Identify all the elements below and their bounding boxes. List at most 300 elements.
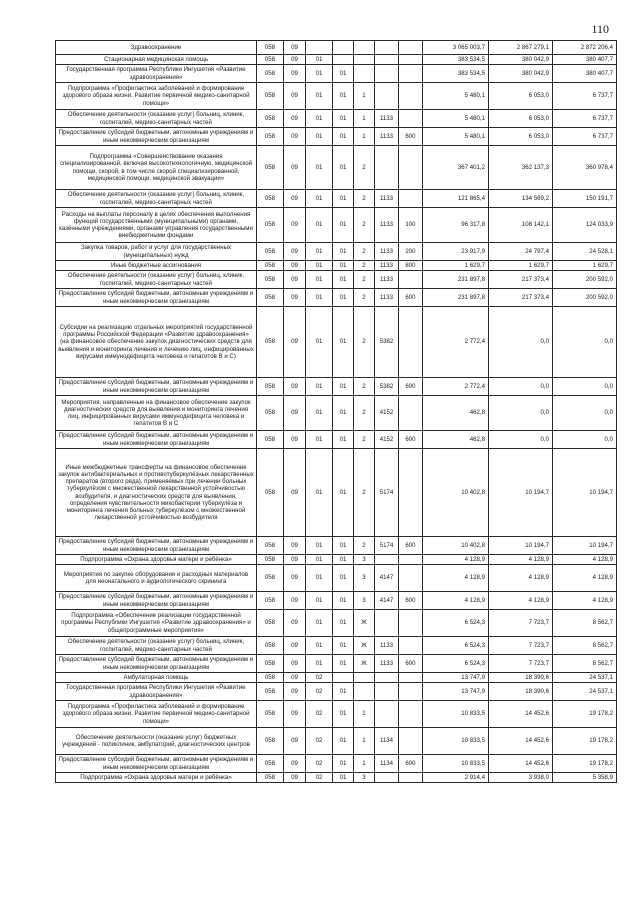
row-amount-1: 383 534,5 — [423, 55, 489, 65]
row-ministry-code: 058 — [257, 449, 284, 537]
row-subprogram-code: 2 — [354, 396, 375, 431]
row-subsection-code: 01 — [306, 271, 333, 289]
table-row — [56, 592, 617, 610]
row-item-code: 1134 — [375, 728, 399, 755]
row-amount-2: 108 142,1 — [489, 208, 553, 243]
row-item-code: 1133 — [375, 243, 399, 261]
table-row — [56, 208, 617, 243]
row-section-code: 09 — [284, 271, 306, 289]
row-subsection-code — [306, 41, 333, 55]
row-program-code: 01 — [333, 449, 354, 537]
row-amount-1: 13 747,9 — [423, 683, 489, 701]
row-name: Предоставление субсидий бюджетным, автономным учреждениям и иным некоммерческим организациям — [56, 655, 257, 673]
row-section-code: 09 — [284, 673, 306, 683]
row-subprogram-code — [354, 673, 375, 683]
row-name: Мероприятия по закупке оборудования и расходных материалов для неонатального и аудиологического скрининга — [56, 565, 257, 592]
row-subprogram-code — [354, 55, 375, 65]
row-subsection-code: 01 — [306, 431, 333, 449]
row-section-code: 09 — [284, 592, 306, 610]
row-name: Обеспечение деятельности (оказание услуг) больниц, клиник, госпиталей, медико-санитарных частей — [56, 637, 257, 655]
row-program-code: 01 — [333, 755, 354, 773]
row-name: Подпрограмма «Профилактика заболеваний и формирование здорового образа жизни. Развитие первичной медико-санитарной помощи» — [56, 701, 257, 728]
row-section-code: 09 — [284, 128, 306, 146]
row-amount-1: 96 317,8 — [423, 208, 489, 243]
row-subprogram-code: 1 — [354, 110, 375, 128]
row-expense-type-code: 600 — [399, 655, 423, 673]
budget-table-body — [56, 41, 617, 783]
row-program-code: 01 — [333, 65, 354, 83]
table-row — [56, 128, 617, 146]
table-row — [56, 655, 617, 673]
row-section-code: 09 — [284, 431, 306, 449]
row-section-code: 09 — [284, 555, 306, 565]
row-expense-type-code — [399, 773, 423, 783]
row-item-code — [375, 673, 399, 683]
row-amount-1: 10 402,8 — [423, 537, 489, 555]
row-section-code: 09 — [284, 701, 306, 728]
row-subprogram-code: 2 — [354, 208, 375, 243]
table-row — [56, 728, 617, 755]
row-amount-2: 3 938,0 — [489, 773, 553, 783]
row-item-code: 1133 — [375, 128, 399, 146]
row-subsection-code: 01 — [306, 289, 333, 307]
row-section-code: 09 — [284, 610, 306, 637]
row-amount-3: 0,0 — [553, 396, 617, 431]
row-ministry-code: 058 — [257, 610, 284, 637]
page-number: 110 — [591, 22, 609, 36]
row-amount-3: 19 178,2 — [553, 755, 617, 773]
row-section-code: 09 — [284, 565, 306, 592]
row-ministry-code: 058 — [257, 728, 284, 755]
row-amount-2: 134 569,2 — [489, 190, 553, 208]
row-name: Предоставление субсидий бюджетным, автономным учреждениям и иным некоммерческим организациям — [56, 592, 257, 610]
row-amount-2: 362 137,3 — [489, 146, 553, 190]
row-name: Подпрограмма «Обеспечение реализации государственной программы Республики Ингушетия «Развитие здравоохранения» и общепрограммные мероприятия» — [56, 610, 257, 637]
table-row — [56, 449, 617, 537]
row-amount-2: 2 867 279,1 — [489, 41, 553, 55]
table-row — [56, 271, 617, 289]
row-expense-type-code — [399, 307, 423, 378]
row-subprogram-code: 2 — [354, 261, 375, 271]
row-amount-2: 0,0 — [489, 307, 553, 378]
row-name: Амбулаторная помощь — [56, 673, 257, 683]
row-section-code: 09 — [284, 243, 306, 261]
row-amount-3: 200 592,0 — [553, 271, 617, 289]
row-subprogram-code — [354, 65, 375, 83]
row-expense-type-code — [399, 271, 423, 289]
row-subsection-code: 01 — [306, 55, 333, 65]
row-expense-type-code: 100 — [399, 208, 423, 243]
row-program-code: 01 — [333, 128, 354, 146]
row-ministry-code: 058 — [257, 637, 284, 655]
row-amount-1: 10 833,5 — [423, 728, 489, 755]
row-amount-3: 10 194,7 — [553, 537, 617, 555]
row-subsection-code: 01 — [306, 190, 333, 208]
table-row — [56, 555, 617, 565]
row-amount-3: 360 978,4 — [553, 146, 617, 190]
row-ministry-code: 058 — [257, 41, 284, 55]
table-row — [56, 307, 617, 378]
row-amount-1: 2 914,4 — [423, 773, 489, 783]
row-program-code — [333, 41, 354, 55]
row-subsection-code: 02 — [306, 673, 333, 683]
row-subprogram-code: 2 — [354, 271, 375, 289]
row-subprogram-code: 3 — [354, 773, 375, 783]
row-subsection-code: 01 — [306, 307, 333, 378]
table-row — [56, 773, 617, 783]
row-program-code: 01 — [333, 83, 354, 110]
row-name: Закупка товаров, работ и услуг для государственных (муниципальных) нужд — [56, 243, 257, 261]
row-amount-2: 7 723,7 — [489, 610, 553, 637]
row-subsection-code: 01 — [306, 537, 333, 555]
row-amount-3: 124 033,9 — [553, 208, 617, 243]
row-expense-type-code: 600 — [399, 537, 423, 555]
table-row — [56, 261, 617, 271]
row-program-code: 01 — [333, 261, 354, 271]
row-section-code: 09 — [284, 755, 306, 773]
row-subprogram-code: 2 — [354, 243, 375, 261]
row-name: Подпрограмма «Профилактика заболеваний и формирование здорового образа жизни. Развитие первичной медико-санитарной помощи» — [56, 83, 257, 110]
row-item-code: 5382 — [375, 378, 399, 396]
row-ministry-code: 058 — [257, 592, 284, 610]
row-subsection-code: 01 — [306, 65, 333, 83]
row-amount-1: 1 629,7 — [423, 261, 489, 271]
row-program-code: 01 — [333, 537, 354, 555]
row-amount-3: 5 358,9 — [553, 773, 617, 783]
row-amount-2: 6 053,0 — [489, 83, 553, 110]
row-amount-3: 24 528,1 — [553, 243, 617, 261]
row-amount-1: 5 480,1 — [423, 110, 489, 128]
row-ministry-code: 058 — [257, 683, 284, 701]
row-subsection-code: 01 — [306, 146, 333, 190]
row-subsection-code: 01 — [306, 655, 333, 673]
row-expense-type-code — [399, 728, 423, 755]
table-row — [56, 431, 617, 449]
row-item-code: 1133 — [375, 271, 399, 289]
row-section-code: 09 — [284, 41, 306, 55]
row-item-code — [375, 683, 399, 701]
row-amount-2: 14 452,6 — [489, 728, 553, 755]
row-amount-1: 6 524,3 — [423, 637, 489, 655]
row-name: Обеспечение деятельности (оказание услуг) больниц, клиник, госпиталей, медико-санитарных частей — [56, 271, 257, 289]
row-amount-1: 3 065 003,7 — [423, 41, 489, 55]
row-amount-2: 1 629,7 — [489, 261, 553, 271]
row-amount-3: 1 629,7 — [553, 261, 617, 271]
row-section-code: 09 — [284, 261, 306, 271]
row-item-code — [375, 55, 399, 65]
row-program-code: 01 — [333, 565, 354, 592]
row-item-code — [375, 83, 399, 110]
row-subsection-code: 01 — [306, 243, 333, 261]
row-expense-type-code — [399, 565, 423, 592]
row-ministry-code: 058 — [257, 537, 284, 555]
row-ministry-code: 058 — [257, 307, 284, 378]
row-ministry-code: 058 — [257, 128, 284, 146]
row-amount-3: 6 737,7 — [553, 110, 617, 128]
row-section-code: 09 — [284, 637, 306, 655]
row-amount-1: 2 772,4 — [423, 307, 489, 378]
row-subsection-code: 01 — [306, 83, 333, 110]
row-amount-3: 8 562,7 — [553, 610, 617, 637]
row-program-code: 01 — [333, 190, 354, 208]
row-subprogram-code — [354, 683, 375, 701]
row-section-code: 09 — [284, 537, 306, 555]
row-program-code — [333, 673, 354, 683]
row-item-code — [375, 773, 399, 783]
row-subprogram-code: 1 — [354, 83, 375, 110]
row-item-code — [375, 610, 399, 637]
row-amount-2: 14 452,6 — [489, 701, 553, 728]
table-row — [56, 673, 617, 683]
row-item-code: 1133 — [375, 655, 399, 673]
table-row — [56, 243, 617, 261]
row-amount-2: 7 723,7 — [489, 637, 553, 655]
row-program-code: 01 — [333, 243, 354, 261]
row-amount-1: 4 128,9 — [423, 555, 489, 565]
row-amount-1: 231 897,8 — [423, 289, 489, 307]
row-amount-1: 10 402,8 — [423, 449, 489, 537]
table-row — [56, 83, 617, 110]
row-amount-1: 462,8 — [423, 396, 489, 431]
row-section-code: 09 — [284, 55, 306, 65]
table-row — [56, 378, 617, 396]
row-ministry-code: 058 — [257, 673, 284, 683]
row-amount-3: 24 537,1 — [553, 683, 617, 701]
row-expense-type-code: 600 — [399, 592, 423, 610]
row-subprogram-code: 1 — [354, 128, 375, 146]
row-item-code: 1133 — [375, 208, 399, 243]
row-expense-type-code — [399, 41, 423, 55]
row-name: Обеспечение деятельности (оказание услуг) больниц, клиник, госпиталей, медико-санитарных частей — [56, 110, 257, 128]
row-amount-3: 4 128,9 — [553, 555, 617, 565]
row-name: Подпрограмма «Совершенствование оказания специализированной, включая высокотехнологичную, медицинской помощи, скорой, в том числе скорой специализированной, медицинской помощи, медицинской эвакуации» — [56, 146, 257, 190]
row-expense-type-code — [399, 555, 423, 565]
row-amount-2: 14 452,6 — [489, 755, 553, 773]
row-amount-1: 383 534,5 — [423, 65, 489, 83]
row-amount-2: 217 373,4 — [489, 271, 553, 289]
row-section-code: 09 — [284, 190, 306, 208]
row-amount-1: 6 524,3 — [423, 610, 489, 637]
row-amount-2: 18 390,6 — [489, 683, 553, 701]
row-section-code: 09 — [284, 307, 306, 378]
row-amount-3: 8 562,7 — [553, 637, 617, 655]
row-item-code: 1133 — [375, 190, 399, 208]
row-program-code: 01 — [333, 307, 354, 378]
row-amount-3: 4 128,9 — [553, 592, 617, 610]
row-item-code: 4152 — [375, 431, 399, 449]
row-subsection-code: 02 — [306, 683, 333, 701]
row-section-code: 09 — [284, 110, 306, 128]
row-name: Подпрограмма «Охрана здоровья матери и ребёнка» — [56, 773, 257, 783]
row-expense-type-code — [399, 110, 423, 128]
row-name: Обеспечение деятельности (оказание услуг) бюджетных учреждений - поликлиник, амбулаторий, диагностических центров — [56, 728, 257, 755]
row-ministry-code: 058 — [257, 396, 284, 431]
table-row — [56, 683, 617, 701]
row-ministry-code: 058 — [257, 55, 284, 65]
table-row — [56, 289, 617, 307]
row-amount-2: 18 390,6 — [489, 673, 553, 683]
row-item-code: 1134 — [375, 755, 399, 773]
row-item-code: 5174 — [375, 537, 399, 555]
row-subprogram-code: Ж — [354, 610, 375, 637]
row-subprogram-code: 3 — [354, 555, 375, 565]
row-program-code: 01 — [333, 592, 354, 610]
row-section-code: 09 — [284, 773, 306, 783]
row-item-code: 1133 — [375, 637, 399, 655]
row-item-code — [375, 146, 399, 190]
row-amount-3: 19 178,2 — [553, 701, 617, 728]
row-subprogram-code — [354, 41, 375, 55]
row-ministry-code: 058 — [257, 65, 284, 83]
row-item-code: 4147 — [375, 592, 399, 610]
row-subprogram-code: 2 — [354, 431, 375, 449]
row-program-code: 01 — [333, 655, 354, 673]
row-amount-2: 7 723,7 — [489, 655, 553, 673]
row-program-code: 01 — [333, 146, 354, 190]
row-section-code: 09 — [284, 683, 306, 701]
budget-table — [55, 40, 617, 783]
row-amount-2: 4 128,9 — [489, 565, 553, 592]
row-name: Предоставление субсидий бюджетным, автономным учреждениям и иным некоммерческим организациям — [56, 378, 257, 396]
row-section-code: 09 — [284, 449, 306, 537]
table-row — [56, 565, 617, 592]
row-subsection-code: 01 — [306, 396, 333, 431]
row-section-code: 09 — [284, 289, 306, 307]
row-expense-type-code — [399, 83, 423, 110]
row-program-code: 01 — [333, 555, 354, 565]
row-amount-2: 10 194,7 — [489, 449, 553, 537]
row-amount-3: 2 872 206,4 — [553, 41, 617, 55]
row-subprogram-code: 2 — [354, 449, 375, 537]
row-program-code — [333, 55, 354, 65]
row-ministry-code: 058 — [257, 701, 284, 728]
row-name: Обеспечение деятельности (оказание услуг) больниц, клиник, госпиталей, медико-санитарных частей — [56, 190, 257, 208]
row-program-code: 01 — [333, 431, 354, 449]
row-subsection-code: 01 — [306, 555, 333, 565]
row-expense-type-code — [399, 396, 423, 431]
table-row — [56, 701, 617, 728]
row-subsection-code: 01 — [306, 592, 333, 610]
table-row — [56, 41, 617, 55]
row-expense-type-code — [399, 673, 423, 683]
row-program-code: 01 — [333, 683, 354, 701]
row-program-code: 01 — [333, 208, 354, 243]
row-subprogram-code: 2 — [354, 307, 375, 378]
table-row — [56, 190, 617, 208]
row-name: Стационарная медицинская помощь — [56, 55, 257, 65]
row-expense-type-code — [399, 65, 423, 83]
row-subsection-code: 01 — [306, 261, 333, 271]
row-name: Предоставление субсидий бюджетным, автономным учреждениям и иным некоммерческим организациям — [56, 537, 257, 555]
table-row — [56, 610, 617, 637]
row-name: Иные межбюджетные трансферты на финансовое обеспечение закупок антибактериальных и противотуберкулёзных лекарственных препаратов (второго ряда), применяемых при лечении больных туберкулёзом с множественной лекарственной устойчивостью возбудителя, и диагностических средств для выявления, определения чувствительности микобактерии туберкулёза и мониторинга лечения больных туберкулёзом с множественной лекарственной устойчивостью возбудителя — [56, 449, 257, 537]
row-expense-type-code: 600 — [399, 431, 423, 449]
row-program-code: 01 — [333, 378, 354, 396]
row-name: Предоставление субсидий бюджетным, автономным учреждениям и иным некоммерческим организациям — [56, 431, 257, 449]
row-subprogram-code: 2 — [354, 190, 375, 208]
row-subprogram-code: 2 — [354, 537, 375, 555]
row-subprogram-code: Ж — [354, 655, 375, 673]
row-amount-2: 6 053,0 — [489, 128, 553, 146]
row-item-code — [375, 701, 399, 728]
table-row — [56, 55, 617, 65]
row-item-code — [375, 555, 399, 565]
table-row — [56, 146, 617, 190]
row-item-code: 1133 — [375, 110, 399, 128]
row-program-code: 01 — [333, 728, 354, 755]
row-name: Подпрограмма «Охрана здоровья матери и ребёнка» — [56, 555, 257, 565]
row-expense-type-code — [399, 683, 423, 701]
row-amount-2: 4 128,9 — [489, 555, 553, 565]
row-item-code — [375, 41, 399, 55]
row-expense-type-code — [399, 190, 423, 208]
row-amount-1: 367 401,2 — [423, 146, 489, 190]
row-amount-2: 24 797,4 — [489, 243, 553, 261]
row-subprogram-code: 2 — [354, 146, 375, 190]
row-section-code: 09 — [284, 655, 306, 673]
row-amount-2: 0,0 — [489, 396, 553, 431]
row-subprogram-code: Ж — [354, 637, 375, 655]
row-amount-1: 5 480,1 — [423, 128, 489, 146]
row-amount-1: 10 833,5 — [423, 701, 489, 728]
row-name: Мероприятия, направленные на финансовое обеспечение закупок диагностических средств для выявления и мониторинга лечения лиц, инфицированных вирусами иммунодефицита человека и гепатитов В и С — [56, 396, 257, 431]
row-subprogram-code: 3 — [354, 565, 375, 592]
row-expense-type-code — [399, 701, 423, 728]
row-program-code: 01 — [333, 637, 354, 655]
row-amount-3: 10 194,7 — [553, 449, 617, 537]
row-expense-type-code: 600 — [399, 128, 423, 146]
row-amount-3: 6 737,7 — [553, 128, 617, 146]
row-expense-type-code — [399, 146, 423, 190]
row-subsection-code: 01 — [306, 610, 333, 637]
row-program-code: 01 — [333, 271, 354, 289]
row-amount-2: 217 373,4 — [489, 289, 553, 307]
row-amount-1: 231 897,8 — [423, 271, 489, 289]
row-expense-type-code — [399, 637, 423, 655]
row-subsection-code: 02 — [306, 755, 333, 773]
row-expense-type-code — [399, 449, 423, 537]
table-row — [56, 65, 617, 83]
row-amount-3: 19 178,2 — [553, 728, 617, 755]
row-section-code: 09 — [284, 728, 306, 755]
row-expense-type-code: 600 — [399, 289, 423, 307]
row-subprogram-code: 2 — [354, 378, 375, 396]
row-program-code: 01 — [333, 701, 354, 728]
row-subsection-code: 01 — [306, 565, 333, 592]
row-item-code: 5382 — [375, 307, 399, 378]
row-expense-type-code: 600 — [399, 378, 423, 396]
row-ministry-code: 058 — [257, 271, 284, 289]
row-subsection-code: 02 — [306, 728, 333, 755]
row-item-code: 4152 — [375, 396, 399, 431]
row-amount-2: 0,0 — [489, 378, 553, 396]
row-ministry-code: 058 — [257, 755, 284, 773]
row-name: Иные бюджетные ассигнования — [56, 261, 257, 271]
row-amount-1: 5 480,1 — [423, 83, 489, 110]
row-amount-3: 150 191,7 — [553, 190, 617, 208]
table-row — [56, 537, 617, 555]
table-row — [56, 110, 617, 128]
row-section-code: 09 — [284, 146, 306, 190]
row-name: Здравоохранение — [56, 41, 257, 55]
row-ministry-code: 058 — [257, 146, 284, 190]
row-subsection-code: 01 — [306, 208, 333, 243]
table-row — [56, 637, 617, 655]
row-amount-1: 4 128,9 — [423, 565, 489, 592]
row-section-code: 09 — [284, 396, 306, 431]
row-subprogram-code: 1 — [354, 728, 375, 755]
row-ministry-code: 058 — [257, 110, 284, 128]
